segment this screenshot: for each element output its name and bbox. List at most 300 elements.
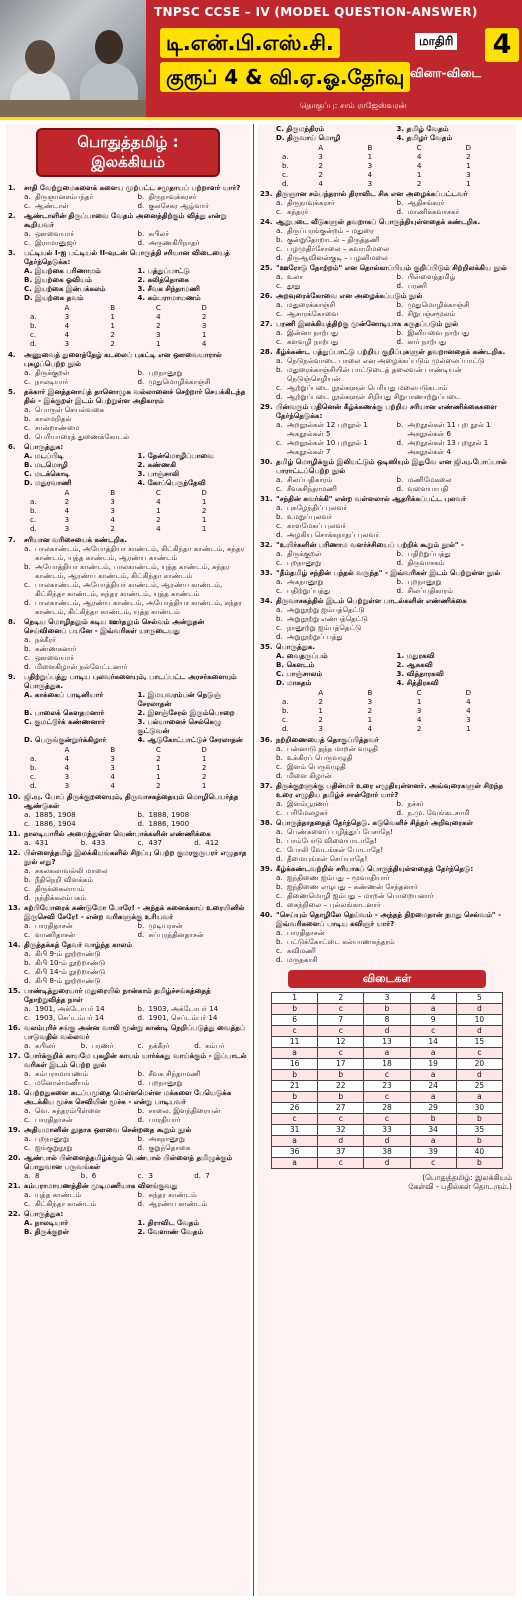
options-list [24,921,247,939]
model-label: மாதிரி [415,33,457,50]
option-letter: a. [24,1004,31,1013]
match-right: 4. தமிழர் வேதம் [396,133,453,142]
option-text: கிட்கிந்தா காண்டம் [35,1199,97,1208]
answer-choice: a [364,1047,410,1058]
option-text: ந.மு. வேங்கடசாமி [407,808,470,817]
option-text: கவிமணி [287,946,316,955]
answer-question-number: 38 [364,1146,410,1157]
option-letter: a. [276,300,283,309]
option-letter: d. [396,558,404,567]
option-letter: c. [24,1078,31,1087]
grid-cell: 4 [466,706,471,715]
option-item [397,337,514,346]
question-number: 36. [260,735,273,744]
option-text: சிலப்பதிகாரம் [287,475,333,484]
question-text: ஆண்பால் பிள்ளைத்தமிழ்க்கும் பெண்பால் பிள்ளைத் தமிழுக்கும் பொதுவான பருவங்கள் [24,1153,233,1171]
option-letter: b. [276,836,283,845]
option-text: புறநானூறு [407,577,442,586]
option-text: அறநூல்கள் 13 புறநூல் 1 அகநூல்கள் 4 [407,438,489,456]
option-text: பதிற்றுப்பத்து [407,549,451,558]
option-letter: a. [24,838,31,847]
option-letter: c. [24,1013,31,1022]
answer-question-number: 18 [364,1058,410,1069]
match-right: 2. கண்ணகி [137,460,177,469]
answer-row [272,1047,503,1058]
answer-question-number: 31 [272,1124,318,1135]
option-item [276,226,513,235]
option-text: ஐங்குறுநூறு [35,1143,73,1152]
question-item [258,735,516,780]
option-text: புறநானூறு [287,558,322,567]
option-letter: c. [276,762,283,771]
answer-choice: b [318,1091,364,1102]
option-letter: c. [24,1199,31,1208]
answer-question-number: 34 [410,1124,456,1135]
answer-question-number: 30 [456,1102,502,1113]
option-letter: b. [137,1106,145,1115]
option-text: திருக்கைலாயம் [35,884,85,893]
option-letter: c. [24,653,31,662]
question-text: தக்கார் இனத்தனாய்த் தானொழுக வல்லானைச் செற்றார் செயக்கிடந்த தில் - இக்குறள் இடம் பெற்றுள்ள அதிகாரம் [24,387,246,405]
options-list [276,300,513,318]
answer-choice: d [364,1025,410,1036]
option-item [24,635,247,644]
question-item [6,617,250,671]
question-number: 13. [8,903,21,912]
grid-cell: 2 [416,724,422,733]
question-number: 24. [260,217,273,226]
options-list [24,368,247,386]
option-letter: d. [276,900,283,909]
grid-cell: 3 [318,724,323,733]
option-item [276,955,513,964]
options-list [24,544,247,616]
option-letter: b. [24,958,31,967]
option-item [24,810,134,819]
grid-cell: D [201,488,207,497]
match-right: 4. கோப்பெருந்தேவி [137,478,206,487]
answer-question-number: 11 [272,1036,318,1047]
option-item [24,893,247,902]
question-item [258,642,516,734]
option-item [138,810,248,819]
option-letter: a. [24,866,31,875]
question-number: 15. [8,986,21,995]
option-letter: c. [276,891,283,900]
option-item [24,1199,134,1208]
option-letter: d. [396,438,404,447]
answer-choice: c [318,1113,364,1124]
option-item [24,1115,134,1124]
option-letter: d. [276,955,283,964]
question-number: 21. [8,1181,21,1190]
option-letter: c. [24,930,31,939]
option-item [24,423,247,432]
question-text: பட்டியல் I-ஐ பட்டியல் II-வுடன் பொருத்தி சரியான விடையைத் தேர்ந்தெடுக்க: [24,248,230,266]
option-text: அறுநூற்று எண்பத்தெட்டு [287,614,368,623]
question-number: 33. [260,568,273,577]
answer-question-number: 25 [456,1080,502,1091]
option-letter: a. [276,503,283,512]
grid-cell: B [110,745,116,754]
option-text: நக்கீரர் [148,1041,170,1050]
option-item [276,623,513,632]
option-item [138,238,248,247]
grid-cell: 4 [110,772,115,781]
grid-cell: c. [30,772,37,781]
question-body [276,263,513,290]
option-text: அறுநூற்று ஐம்பத்தெட்டு [287,605,365,614]
option-text: 1903, அக்டோபர் 14 [148,1004,219,1013]
option-text: புறநானூறு [35,1134,70,1143]
option-letter: d. [24,432,31,441]
option-text: 3 [148,1171,154,1180]
question-item [6,1088,250,1124]
option-item [397,309,514,318]
grid-cell: B [110,303,116,312]
option-letter: a. [276,827,283,836]
answer-choice: a [410,1003,456,1014]
grid-cell: 3 [466,170,471,179]
answer-choice: a [272,1157,318,1168]
grid-cell: a. [282,697,289,706]
option-letter: c. [24,967,31,976]
question-number: 11. [8,829,21,838]
question-text: சாதி வேற்றுமைகளைக் களைய முற்பட்ட சமுதாயப் பற்றாளர் யார்? [24,183,241,192]
match-table [24,690,247,744]
option-text: காளமேகப் புலவர் [287,521,347,530]
option-text: பிள்ளைத்தமிழ் [407,272,456,281]
question-number: 37. [260,781,273,790]
option-letter: c. [276,309,283,318]
question-text: பிள்ளைத்தமிழ் இலக்கியங்களில் சிறப்பு பெற்ற குமரகுருபரர் எழுதாத நூல் எது? [24,848,247,866]
option-letter: c. [24,580,31,589]
option-letter: d. [396,484,404,493]
grid-cell [282,688,296,697]
option-item [397,300,514,309]
option-item [276,512,513,521]
grid-cell: A [318,143,324,152]
options-list [276,928,513,964]
question-text: திருத்தக்கத் தேவர் வாழ்ந்த காலம் [24,940,133,949]
grid-cell: d. [282,179,289,188]
option-item [397,207,514,216]
option-letter: c. [276,946,283,955]
answer-question-number: 22 [318,1080,364,1091]
question-body [24,1209,247,1236]
option-text: பாலகாண்டம், அயோத்தியா காண்டம், ஆரண்ய காண்டம், கிட்கிந்தா காண்டம், சுந்தர காண்டம், யுத்த காண்டம் [35,580,223,598]
grid-cell: b. [30,506,37,515]
question-item [6,940,250,985]
option-letter: b. [276,753,283,762]
answer-question-number: 3 [364,992,410,1003]
answer-choice: d [364,1135,410,1146]
grid-cell: B [110,488,116,497]
answer-question-number: 2 [318,992,364,1003]
grid-cell: d. [30,339,37,348]
match-right: 3. பாஞ்சாலி [137,469,180,478]
question-text: பதிற்றுப்பத்து பாடிய புலவர்களையும், பாடப்பட்ட அரசர்களையும் பொருத்துக. [24,672,237,690]
option-item [81,838,134,847]
grid-cell: 3 [466,715,471,724]
question-number: 1. [8,183,16,192]
option-item [397,484,514,493]
option-text: 1901, அக்டோபர் 14 [35,1004,105,1013]
options-list [24,1069,247,1087]
grid-cell: a. [30,312,37,321]
answer-choice: b [364,1003,410,1014]
match-left: B. மடமொழி [24,460,68,469]
grid-cell: 1 [466,179,471,188]
match-left: C. பாஞ்சாலம் [276,669,323,678]
question-text: பெற்றதுகளை கடப்பமுதை மெள்ளமெள்ள மக்களை பேயெடுக்க அடக்கிய மூச்சு செவியின் மூச்சு - என்று பாடியவர் [24,1088,232,1106]
answer-choice: b [272,1003,318,1014]
match-left: A. காக்கைப் பாடினியார் [24,690,104,699]
question-number: 14. [8,940,21,949]
answer-choice: c [410,1025,456,1036]
options-list [276,226,513,262]
option-letter: c. [276,586,283,595]
option-item [24,238,134,247]
option-text: வளையாபதி [407,484,449,493]
grid-cell: 3 [64,515,70,524]
option-text: சீவகசிந்தாமணி [287,484,337,493]
option-letter: d. [137,1199,145,1208]
question-body [276,457,513,493]
option-letter: d. [137,1115,145,1124]
match-right: 3. வித்தாரகவி [396,669,444,678]
option-item [24,819,134,828]
grid-cell: 3 [367,179,373,188]
match-right: 3. தமிழ் வேதம் [396,124,449,133]
option-text: நந்திக்கலம்பகம் [35,893,87,902]
option-item [138,1004,248,1013]
question-text: திருக்குறளுக்கு பதின்மர் உரை எழுதியுள்ளனர். அவ்வுரைகளுள் சிறந்த உரை எழுதிய தமிழ்ச் சான்றோர் யார்? [276,781,504,799]
answer-choice: b [318,1069,364,1080]
grid-cell: 3 [367,161,373,170]
answer-choice: d [456,1003,502,1014]
option-item [276,383,513,392]
answer-choice: a [272,1047,318,1058]
exam-title-line1: டி.என்.பி.எஸ்.சி. [160,28,340,58]
question-body [276,319,513,346]
option-item [24,192,134,201]
header-divider [0,117,522,120]
option-item [24,1041,77,1050]
question-number: 35. [260,642,273,651]
option-item [276,337,393,346]
question-text: கம்பராமாயணத்தின் முடிமணியாக விளங்குவது [24,1181,178,1190]
question-item [258,568,516,595]
option-letter: c. [276,207,283,216]
grid-cell: 4 [367,724,373,733]
option-item [24,414,247,423]
question-body [276,347,513,401]
option-item [24,405,247,414]
option-item [276,521,513,530]
option-text: திருஞானசம்பந்தர் [35,192,94,201]
grid-cell: 4 [64,330,70,339]
options-list [24,1106,247,1124]
option-item [24,967,247,976]
option-item [276,253,513,262]
part-number-badge: 4 [485,28,519,62]
option-item [276,762,513,771]
grid-cell: 2 [416,179,422,188]
option-item [24,201,134,210]
grid-cell: b. [282,706,289,715]
option-text: மாணிக்கவாசகர் [407,207,460,216]
answer-question-number: 39 [410,1146,456,1157]
option-letter: d. [276,392,283,401]
match-answer-grid [30,303,227,348]
option-item [24,838,77,847]
option-text: திருநாவுக்கரசர் [148,192,197,201]
option-letter: a. [276,356,283,365]
option-letter: c. [276,521,283,530]
option-letter: d. [396,586,404,595]
option-item [276,244,513,253]
question-text: "தீம்தமிழ் சந்தின் பந்தல் வருந்த" - இவ்வரிகள் இடம் பெற்றுள்ள நூல் [276,568,501,577]
option-item [81,1041,134,1050]
option-text: களவழி நாற்பது [287,337,339,346]
grid-cell: 4 [110,515,115,524]
option-letter: b. [396,328,404,337]
option-letter: a. [276,873,283,882]
answer-row [272,1069,503,1080]
answer-choice: c [272,1025,318,1036]
option-item [138,1013,248,1022]
question-number: 6. [8,442,16,451]
option-text: திருக்குறள் [287,549,322,558]
question-body [24,672,247,791]
grid-cell: A [64,303,70,312]
question-number: 22. [8,1209,21,1218]
answer-row [272,1102,503,1113]
option-letter: a. [276,226,283,235]
question-number: 4. [8,350,16,359]
option-letter: c. [24,201,31,210]
option-item [276,808,393,817]
match-right: 3. பல்யானைச் செல்கெழு குட்டுவன் [137,717,222,735]
grid-cell: 2 [156,515,161,524]
option-item [138,1190,248,1199]
question-body [24,1153,247,1180]
question-number: 3. [8,248,16,257]
option-item [24,598,247,616]
option-text: திருப்பரங்குன்றம் – மதுரை [287,226,374,235]
question-item [6,248,250,349]
match-left: C. இயற்கை இன்பக்கலம் [24,284,106,293]
question-item [6,1181,250,1208]
match-left: A. நாலடியார் [24,1218,69,1227]
question-item [6,387,250,441]
option-text: ஆற்றுப்படை நூல்களுள் பெரியது மலைபடுகடாம் [287,383,448,392]
option-text: பொருள் செயல்வகை [35,405,105,414]
option-text: 8 [35,1171,40,1180]
grid-cell: 3 [110,497,115,506]
option-item [24,1013,134,1022]
option-letter: b. [396,799,404,808]
question-body [24,211,247,247]
grid-cell [30,745,44,754]
answer-row [272,1124,503,1135]
option-letter: d. [137,1143,145,1152]
options-list [24,635,247,671]
grid-cell: 2 [201,312,207,321]
option-letter: c. [276,337,283,346]
answer-question-number: 4 [410,992,456,1003]
match-right: 2. வேளாண் வேதம் [137,1227,204,1236]
question-number: 30. [260,457,273,466]
option-text: அகநானூறு [287,577,324,586]
option-letter: b. [276,365,283,374]
option-letter: b. [137,192,145,201]
option-text: பதிற்றுப்பத்து [287,586,331,595]
grid-cell: 1 [201,515,207,524]
option-letter: b. [80,838,88,847]
question-body [24,829,247,847]
grid-cell: 3 [64,772,70,781]
option-item [276,873,513,882]
option-item [24,229,134,238]
question-number: 26. [260,291,273,300]
option-item [24,921,134,930]
question-body [24,248,247,349]
match-left: B. இயற்கை ஓவியம் [24,275,92,284]
question-item [6,1209,250,1236]
option-item [24,653,247,662]
option-item [276,281,393,290]
options-list [24,838,247,847]
answer-question-number: 23 [364,1080,410,1091]
grid-cell: 2 [110,339,115,348]
option-letter: c. [276,558,283,567]
option-item [276,530,513,539]
option-text: தூது [287,281,301,290]
question-item [258,319,516,346]
grid-cell: 2 [201,763,207,772]
grid-cell: 3 [416,706,422,715]
answer-question-number: 8 [364,1014,410,1025]
option-item [24,1106,134,1115]
options-list [276,475,513,493]
options-list [276,328,513,346]
option-letter: b. [276,512,283,521]
option-letter: d. [137,201,145,210]
option-text: பாலகாண்டம், ஆரண்ய காண்டம், அயோத்தியா காண்டம், சுந்தர காண்டம், கிட்கிந்தா காண்டம், யுத்த காண்டம் [35,598,242,616]
grid-cell: b. [30,763,37,772]
option-text: 1903, செப்டம்பர் 14 [35,1013,104,1022]
option-letter: a. [276,744,283,753]
question-item [258,402,516,456]
question-item [258,596,516,641]
question-number: 32. [260,540,273,549]
option-text: சுந்தரர் [287,207,309,216]
option-item [24,958,247,967]
question-body [276,596,513,641]
question-item [258,910,516,964]
question-text: கீழ்க்கண்ட பத்துப்பாட்டு பற்றிய குறிப்புகளுள் தவறானதைக் கண்டறிக. [276,347,506,356]
option-text: பட்டுக்கோட்டை கல்யாணசுந்தரம் [287,937,395,946]
match-table [24,451,247,487]
option-letter: a. [276,420,283,429]
option-text: அருணகிரிநாதர் [148,238,200,247]
option-text: ஆண்டாள் [35,201,69,210]
option-letter: c. [276,623,283,632]
option-text: 412 [205,838,219,847]
answer-question-number: 10 [456,1014,502,1025]
